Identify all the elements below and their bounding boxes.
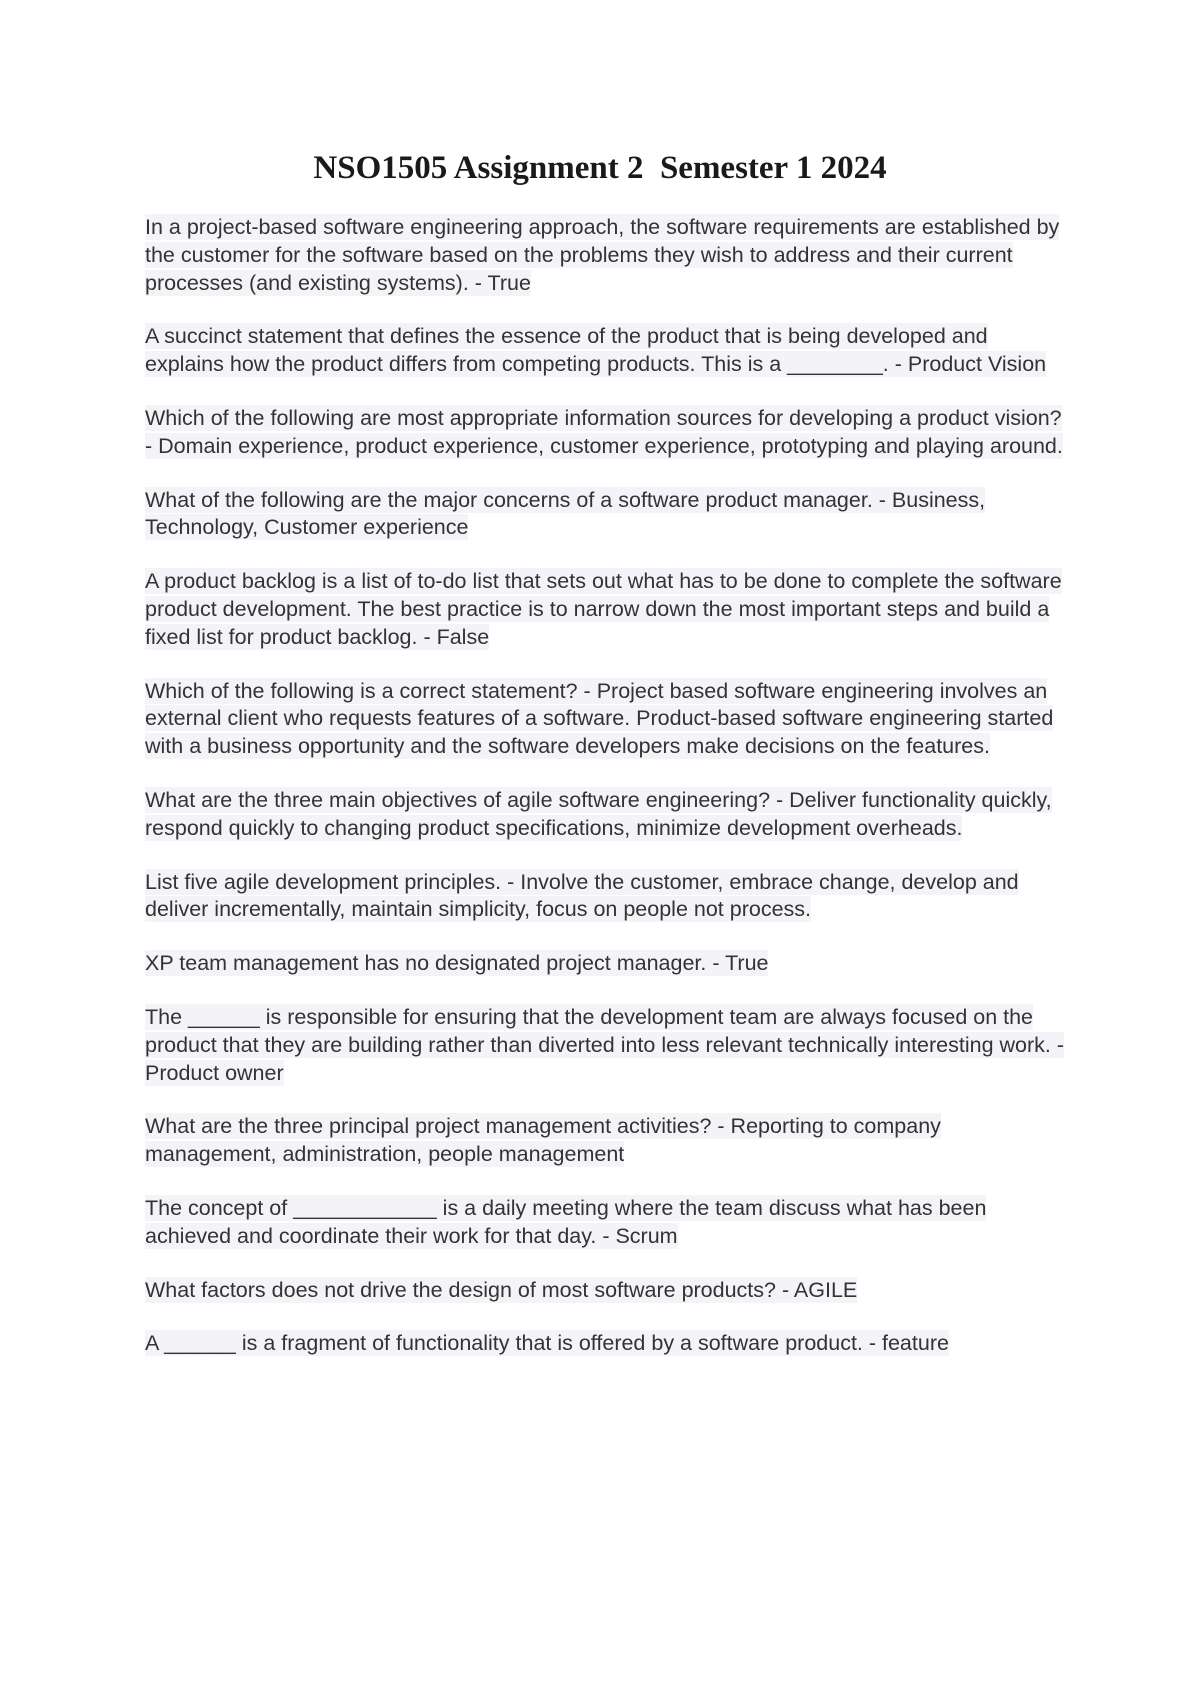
qa-text: Which of the following are most appropriate information sources for developing a product vision? - Domain experience, product experience, customer experience, prototyping and playing around.: [145, 405, 1063, 458]
document-title: NSO1505 Assignment 2 Semester 1 2024: [313, 150, 887, 186]
qa-text: List five agile development principles. - Involve the customer, embrace change, develop and deliver incrementally, maintain simplicity, focus on people not process.: [145, 869, 1019, 922]
qa-item: [145, 323, 1070, 379]
qa-item: [145, 487, 1070, 543]
qa-item: [145, 405, 1070, 461]
qa-text: The concept of ____________ is a daily meeting where the team discuss what has been achieved and coordinate their work for that day. - Scrum: [145, 1195, 987, 1248]
qa-text: What are the three main objectives of agile software engineering? - Deliver functionality quickly, respond quickly to changing product specifications, minimize development overheads.: [145, 787, 1052, 840]
qa-text: What factors does not drive the design of most software products? - AGILE: [145, 1277, 858, 1302]
qa-item: [145, 1330, 1070, 1358]
qa-text: What are the three principal project management activities? - Reporting to company management, administration, people management: [145, 1114, 941, 1167]
qa-text: XP team management has no designated project manager. - True: [145, 951, 769, 976]
qa-text: Which of the following is a correct statement? - Project based software engineering involves an external client who requests features of a software. Product-based software engineering started with a business opportunity and the software developers make decisions on the features.: [145, 678, 1054, 759]
qa-item: [145, 1004, 1070, 1087]
qa-item: [145, 1113, 1070, 1169]
qa-item: [145, 568, 1070, 651]
qa-item: [145, 869, 1070, 925]
qa-item: [145, 950, 1070, 978]
question-answer-list: [145, 214, 1070, 1384]
qa-item: [145, 787, 1070, 843]
qa-text: What of the following are the major concerns of a software product manager. - Business, Technology, Customer experience: [145, 487, 986, 540]
qa-item: [145, 1277, 1070, 1305]
qa-text: In a project-based software engineering approach, the software requirements are established by the customer for the software based on the problems they wish to address and their current processes (and existing systems). - True: [145, 215, 1060, 295]
qa-item: [145, 1195, 1070, 1251]
qa-text: A product backlog is a list of to-do list that sets out what has to be done to complete the software product development. The best practice is to narrow down the most important steps and build a fixed list for product backlog. - False: [145, 569, 1062, 649]
qa-item: [145, 214, 1070, 297]
qa-text: A succinct statement that defines the essence of the product that is being developed and explains how the product differs from competing products. This is a ________. - Product Vision: [145, 324, 1047, 377]
qa-item: [145, 678, 1070, 761]
qa-text: The ______ is responsible for ensuring that the development team are always focused on the product that they are building rather than diverted into less relevant technically interesting work. - Product owner: [145, 1004, 1065, 1085]
qa-text: A ______ is a fragment of functionality that is offered by a software product. - feature: [145, 1331, 949, 1356]
